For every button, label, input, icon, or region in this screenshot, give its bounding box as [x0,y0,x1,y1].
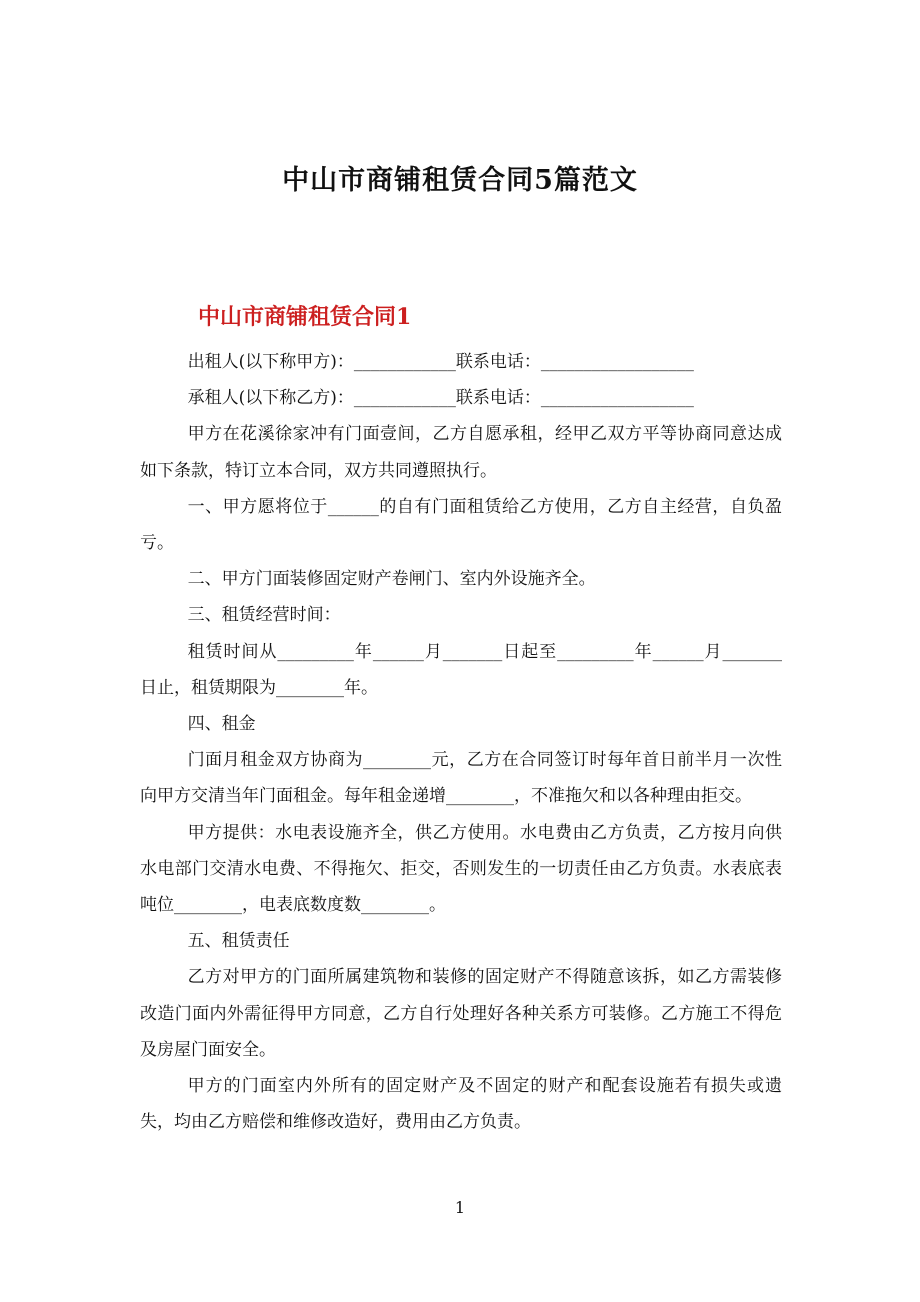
clause-2-paragraph: 二、甲方门面装修固定财产卷闸门、室内外设施齐全。 [187,569,596,590]
rent-paragraph: 门面月租金双方协商为________元，乙方在合同签订时每年首日前半月一次性向甲方交清当年门面租金。每年租金递增________，不准拖欠和以各种理由拒交。 [140,750,782,807]
property-loss-paragraph: 甲方的门面室内外所有的固定财产及不固定的财产和配套设施若有损失或遗失，均由乙方赔偿和维修改造好，费用由乙方负责。 [140,1076,782,1133]
clause-1-paragraph: 一、甲方愿将位于______的自有门面租赁给乙方使用，乙方自主经营，自负盈亏。 [140,496,782,554]
clause-4-heading: 四、租金 [187,714,256,735]
lessee-line: 承租人(以下称乙方)：____________联系电话：__________________ [187,388,694,409]
preamble-paragraph: 甲方在花溪徐家冲有门面壹间，乙方自愿承租，经甲乙双方平等协商同意达成如下条款，特订立本合同，双方共同遵照执行。 [140,424,782,481]
document-title: 中山市商铺租赁合同5篇范文 [282,165,638,196]
renovation-paragraph: 乙方对甲方的门面所属建筑物和装修的固定财产不得随意该拆，如乙方需装修改造门面内外需征得甲方同意，乙方自行处理好各种关系方可装修。乙方施工不得危及房屋门面安全。 [140,967,782,1060]
contract-body [140,344,782,1140]
utilities-paragraph: 甲方提供：水电表设施齐全，供乙方使用。水电费由乙方负责，乙方按月向供水电部门交清水电费、不得拖欠、拒交，否则发生的一切责任由乙方负责。水表底表吨位________，电表底数度数________。 [140,822,782,916]
lessor-line: 出租人(以下称甲方)：____________联系电话：__________________ [187,352,694,372]
clause-3-heading: 三、租赁经营时间： [187,605,341,626]
page-number: 1 [454,1198,466,1217]
section-heading: 中山市商铺租赁合同1 [198,304,412,330]
clause-5-heading: 五、租赁责任 [187,931,290,952]
lease-period-paragraph: 租赁时间从_________年______月_______日起至_________年______月_______日止，租赁期限为________年。 [140,641,782,698]
